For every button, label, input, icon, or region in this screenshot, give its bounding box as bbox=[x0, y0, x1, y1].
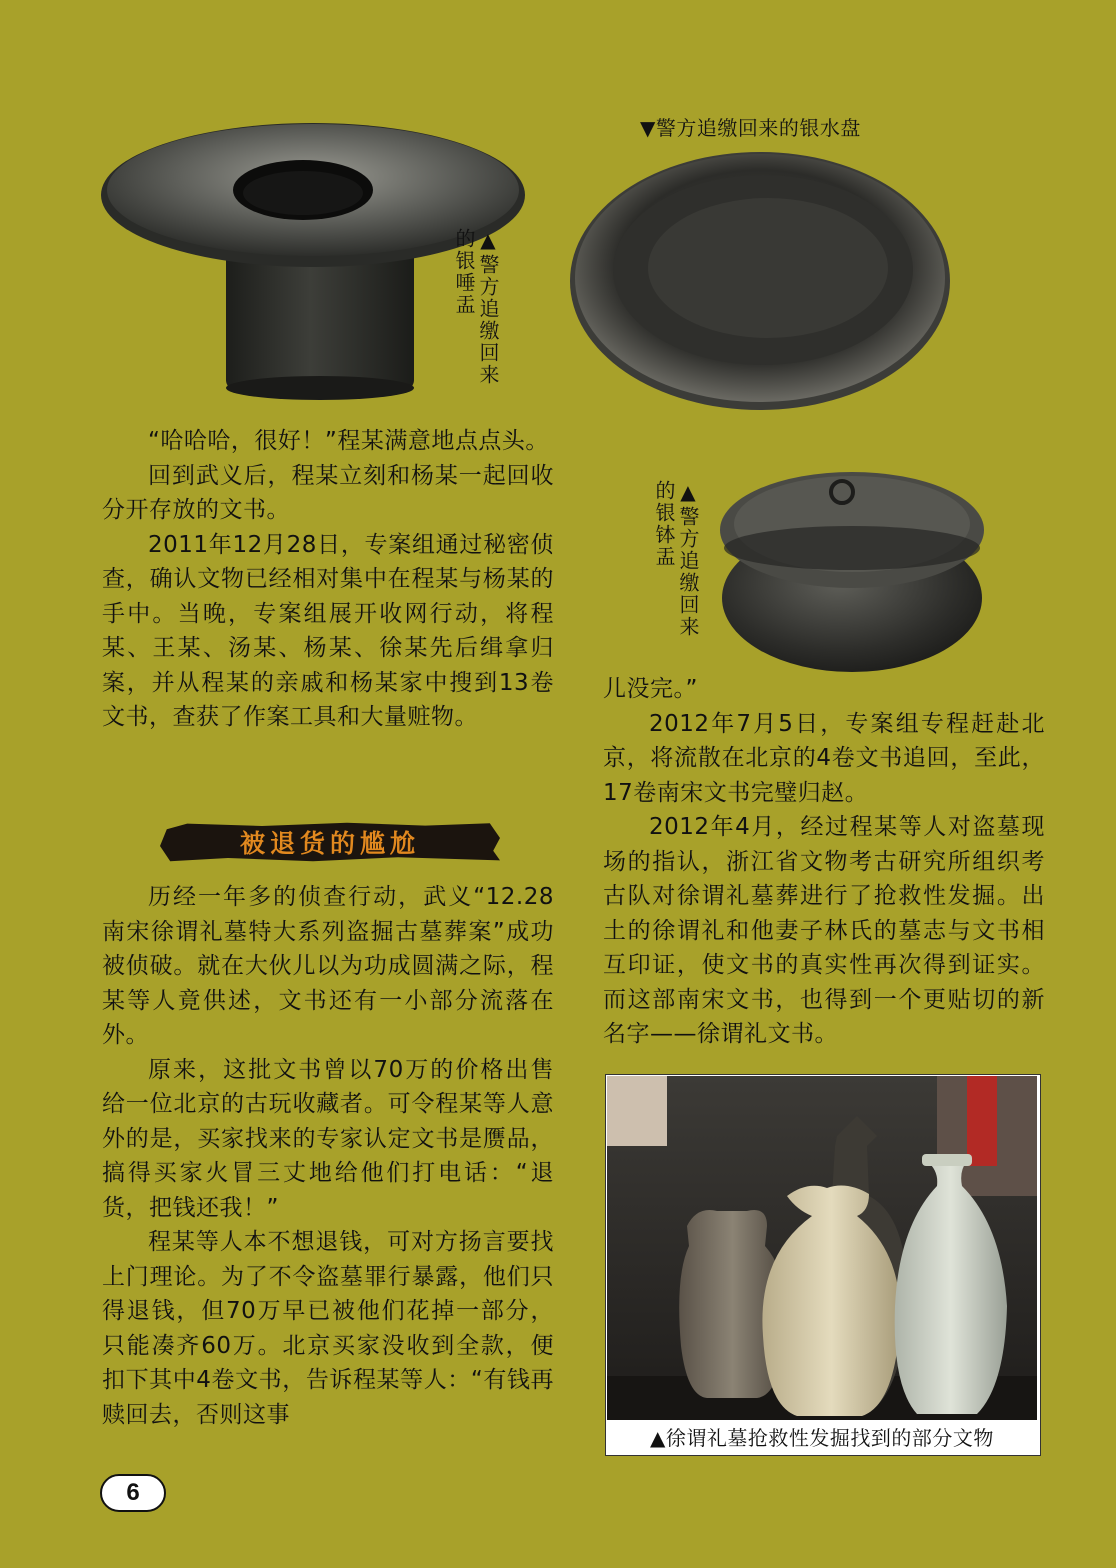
paragraph: 儿没完。” bbox=[603, 676, 698, 702]
page-number: 6 bbox=[100, 1474, 166, 1512]
caption-relics: ▲徐谓礼墓抢救性发掘找到的部分文物 bbox=[607, 1420, 1037, 1452]
paragraph: 回到武义后，程某立刻和杨某一起回收分开存放的文书。 bbox=[102, 462, 554, 523]
caption-water-basin: ▼警方追缴回来的银水盘 bbox=[640, 116, 861, 140]
relics-photo bbox=[607, 1076, 1037, 1420]
caption-bowl: ▲警方追缴回来的银钵盂 bbox=[652, 480, 700, 638]
silver-bowl-photo bbox=[718, 448, 986, 674]
caption-spittoon: ▲警方追缴回来的银唾盂 bbox=[452, 228, 500, 386]
paragraph: 2012年4月，经过程某等人对盗墓现场的指认，浙江省文物考古研究所组织考古队对徐谓礼墓葬进行了抢救性发掘。出土的徐谓礼和他妻子林氏的墓志与文书相互印证，使文书的真实性再次得到证实。而这部南宋文书，也得到一个更贴切的新名字——徐谓礼文书。 bbox=[603, 814, 1045, 1047]
left-column-top bbox=[102, 424, 554, 735]
paragraph: 历经一年多的侦查行动，武义“12.28南宋徐谓礼墓特大系列盗掘古墓葬案”成功被侦破。就在大伙儿以为功成圆满之际，程某等人竟供述，文书还有一小部分流落在外。 bbox=[102, 884, 554, 1048]
paragraph: 原来，这批文书曾以70万的价格出售给一位北京的古玩收藏者。可令程某等人意外的是，买家找来的专家认定文书是赝品，搞得买家火冒三丈地给他们打电话：“退货，把钱还我！” bbox=[102, 1056, 554, 1221]
silver-water-basin-photo bbox=[568, 150, 952, 412]
paragraph: 程某等人本不想退钱，可对方扬言要找上门理论。为了不令盗墓罪行暴露，他们只得退钱，但70万早已被他们花掉一部分，只能凑齐60万。北京买家没收到全款，便扣下其中4卷文书，告诉程某等人：“有钱再赎回去，否则这事 bbox=[102, 1229, 554, 1428]
paragraph: 2012年7月5日，专案组专程赶赴北京，将流散在北京的4卷文书追回，至此，17卷南宋文书完璧归赵。 bbox=[603, 710, 1045, 806]
paragraph: 2011年12月28日，专案组通过秘密侦查，确认文物已经相对集中在程某与杨某的手中。当晚，专案组展开收网行动，将程某、王某、汤某、杨某、徐某先后缉拿归案，并从程某的亲戚和杨某家中搜到13卷文书，查获了作案工具和大量赃物。 bbox=[102, 531, 554, 730]
left-column-bottom bbox=[102, 880, 554, 1432]
section-title: 被退货的尴尬 bbox=[239, 829, 420, 858]
paragraph: “哈哈哈，很好！”程某满意地点点头。 bbox=[148, 428, 549, 454]
right-column bbox=[603, 672, 1045, 1052]
